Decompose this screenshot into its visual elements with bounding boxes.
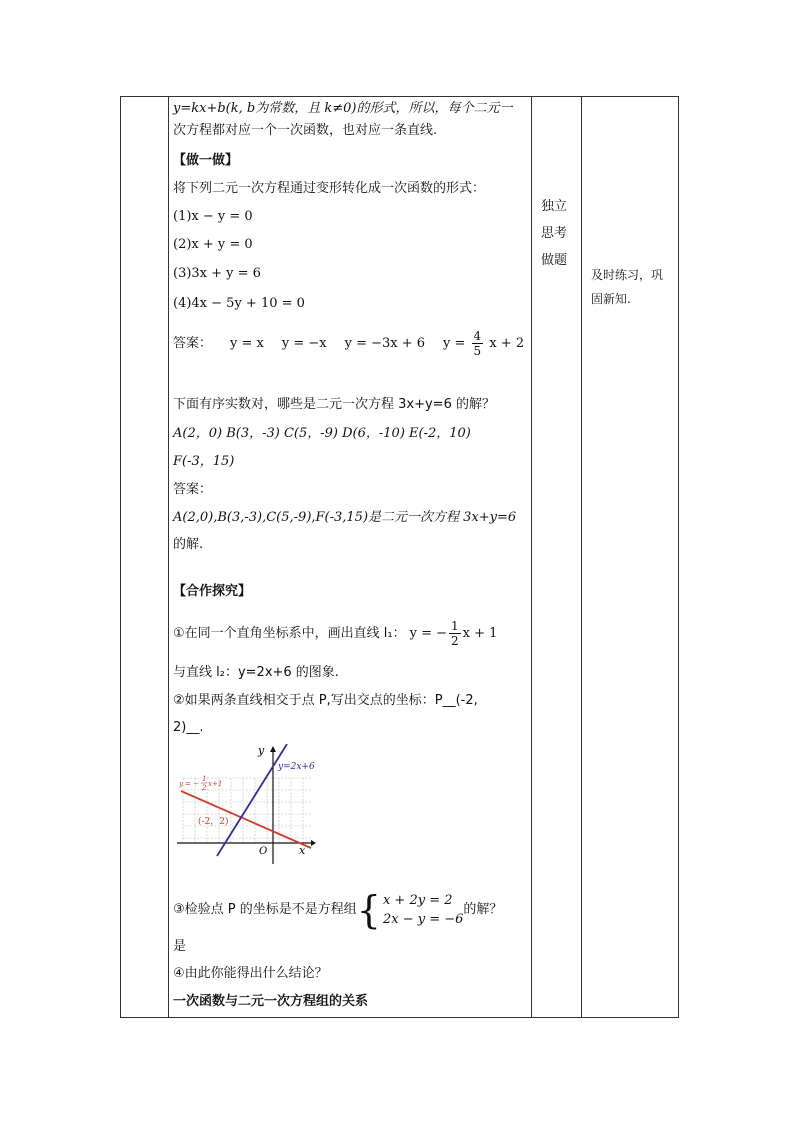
- line-l2-label: y=2x+6: [278, 762, 315, 772]
- equation-3: (3)3x + y = 6: [173, 266, 261, 281]
- x-axis-arrow: [311, 840, 316, 846]
- explore-q4: ④由此你能得出什么结论？: [173, 966, 328, 981]
- svg-text:1: 1: [202, 775, 207, 783]
- intro-line-2: 次方程都对应一个一次函数，也对应一条直线.: [173, 123, 438, 138]
- pairs-answer-2: 的解.: [173, 537, 204, 552]
- answer-2: y = −x: [281, 335, 327, 351]
- pairs-points-1: A(2，0) B(3，-3) C(5，-9) D(6，-10) E(-2，10): [173, 426, 471, 441]
- design-intent-cell: [591, 263, 663, 311]
- equation-1: (1)x − y = 0: [173, 209, 253, 224]
- student-activity-cell: [541, 193, 567, 274]
- answer-1: y = x: [230, 335, 264, 351]
- try-instruction: 将下列二元一次方程通过变形转化成一次函数的形式：: [173, 181, 486, 196]
- svg-text:2: 2: [202, 784, 207, 792]
- answer-4: y = $\frac{4}{5}$ x + 2: [443, 329, 525, 358]
- student-activity-line-1: 独立: [541, 199, 568, 214]
- student-activity-line-3: 做题: [541, 253, 568, 268]
- pairs-points-2: F(-3，15): [173, 454, 235, 469]
- lesson-table: [120, 96, 679, 1018]
- explore-q1-line2: 与直线 l₂：y=2x+6 的图象.: [173, 665, 339, 680]
- answer-label: 答案：: [173, 335, 213, 351]
- line-l2: [217, 744, 287, 856]
- equation-system: { x + 2y = 2 2x − y = −6: [356, 888, 464, 932]
- column-divider: [531, 97, 532, 1017]
- try-heading: 【做一做】: [173, 153, 239, 168]
- column-divider: [581, 97, 582, 1017]
- pairs-answer-label: 答案：: [173, 482, 213, 497]
- equation-4: (4)4x − 5y + 10 = 0: [173, 296, 305, 311]
- column-divider: [168, 97, 169, 1017]
- try-answer-row: [173, 329, 524, 358]
- svg-text:x+1: x+1: [208, 780, 223, 788]
- design-intent-line-2: 固新知.: [591, 292, 631, 306]
- explore-q3-answer: 是: [173, 939, 187, 954]
- y-axis-arrow: [270, 746, 276, 752]
- design-intent-line-1: 及时练习，巩: [591, 268, 664, 282]
- student-activity-line-2: 思考: [541, 226, 568, 241]
- intro-line-1: y=kx+b(k, b为常数，且 k≠0)的形式，所以，每个二元一: [173, 101, 513, 116]
- explore-heading: 【合作探究】: [173, 584, 252, 599]
- explore-q2-line1: ②如果两条直线相交于点 P,写出交点的坐标：P__(-2,: [173, 693, 478, 708]
- y-axis-label: y: [258, 744, 265, 757]
- intersection-label: (-2，2): [198, 817, 229, 827]
- answer-3: y = −3x + 6: [344, 335, 426, 351]
- svg-text:y = −: y = −: [179, 780, 200, 788]
- pairs-answer-1: A(2,0),B(3,-3),C(5,-9),F(-3,15)是二元一次方程 3x+y=6: [173, 510, 517, 525]
- pairs-question: 下面有序实数对，哪些是二元一次方程 3x+y=6 的解？: [173, 397, 495, 412]
- origin-label: O: [259, 846, 268, 857]
- explore-q3: ③检验点 P 的坐标是不是方程组 { x + 2y = 2 2x − y = −6 的解？: [173, 888, 503, 932]
- explore-conclusion: 一次函数与二元一次方程组的关系: [173, 994, 369, 1009]
- line-l1-label: [178, 775, 222, 792]
- coordinate-graph: [177, 744, 317, 864]
- explore-q1: ①在同一个直角坐标系中，画出直线 l₁： y = − $\frac{1}{2}$ x + 1: [173, 619, 498, 648]
- equation-2: (2)x + y = 0: [173, 237, 253, 252]
- explore-q2-line2: 2)__.: [173, 720, 204, 735]
- x-axis-label: x: [299, 844, 306, 857]
